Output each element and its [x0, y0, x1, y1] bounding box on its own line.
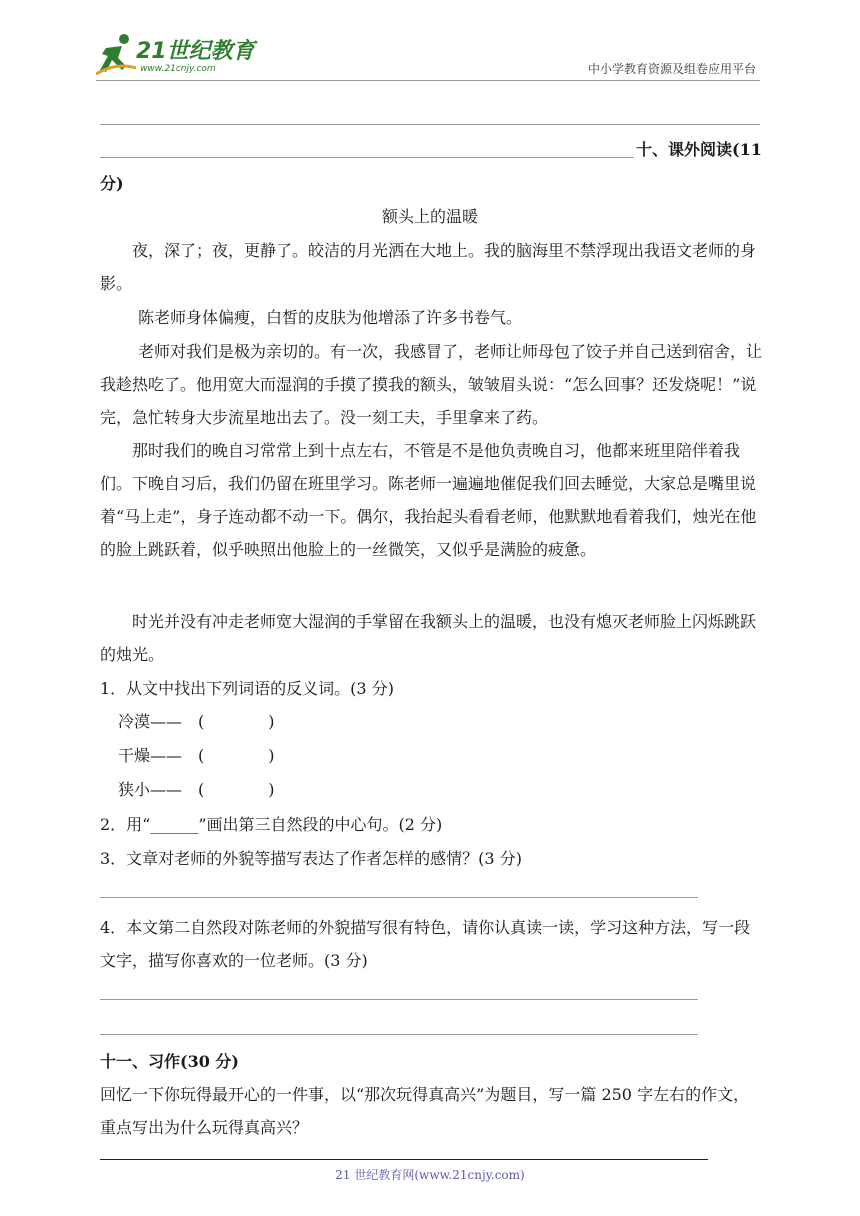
paragraph-2: 陈老师身体偏瘦，白皙的皮肤为他增添了许多书卷气。 [138, 308, 523, 327]
answer-line [100, 999, 698, 1000]
section-11-prompt: 回忆一下你玩得最开心的一件事，以“那次玩得真高兴”为题目，写一篇 250 字左右的作文，重点写出为什么玩得真高兴？ [100, 1085, 750, 1137]
section-10-title-cont: 分) [100, 174, 124, 193]
answer-line [100, 897, 698, 898]
header-divider [96, 80, 760, 81]
paragraph-5: 时光并没有冲走老师宽大湿润的手掌留在我额头上的温暖，也没有熄灭老师脸上闪烁跳跃的烛光。 [100, 612, 757, 664]
answer-line [100, 157, 634, 158]
paragraph-1: 夜，深了；夜，更静了。皎洁的月光洒在大地上。我的脑海里不禁浮现出我语文老师的身影。 [100, 241, 757, 293]
question-3: 3．文章对老师的外貌等描写表达了作者怎样的感情？(3 分) [100, 849, 522, 868]
logo-url: www.21cnjy.com [140, 64, 216, 74]
question-2: 2．用“______”画出第三自然段的中心句。(2 分) [100, 815, 443, 834]
footer-text: 21 世纪教育网(www.21cnjy.com) [335, 1168, 525, 1182]
runner-logo-icon [96, 32, 136, 76]
q1-item: 干燥—— ( ) [118, 746, 275, 765]
footer-divider [100, 1159, 708, 1160]
answer-line [100, 1034, 698, 1035]
paragraph-3: 老师对我们是极为亲切的。有一次，我感冒了，老师让师母包了饺子并自己送到宿舍，让我趁热吃了。他用宽大而湿润的手摸了摸我的额头，皱皱眉头说：“怎么回事？还发烧呢！”说完，急忙转身大步流星地出去了。没一刻工夫，手里拿来了药。 [100, 342, 763, 427]
platform-name: 中小学教育资源及组卷应用平台 [587, 62, 756, 76]
q1-item: 狭小—— ( ) [118, 780, 275, 799]
question-4: 4．本文第二自然段对陈老师的外貌描写很有特色，请你认真读一读，学习这种方法，写一段文字，描写你喜欢的一位老师。(3 分) [100, 918, 751, 970]
section-10-title: 十、课外阅读(11 [636, 140, 762, 159]
q1-item: 冷漠—— ( ) [118, 712, 275, 731]
logo-text: 21世纪教育 [136, 39, 255, 64]
site-logo [96, 32, 266, 78]
section-11-title: 十一、习作(30 分) [100, 1052, 239, 1071]
paragraph-4: 那时我们的晚自习常常上到十点左右，不管是不是他负责晚自习，他都来班里陪伴着我们。下晚自习后，我们仍留在班里学习。陈老师一遍遍地催促我们回去睡觉，大家总是嘴里说着“马上走”，身子连动都不动一下。偶尔，我抬起头看看老师，他默默地看着我们，烛光在他的脸上跳跃着，似乎映照出他脸上的一丝微笑，又似乎是满脸的疲惫。 [100, 441, 757, 559]
answer-line [100, 124, 760, 125]
page-header [0, 0, 860, 90]
story-title: 额头上的温暖 [381, 207, 478, 226]
question-1: 1．从文中找出下列词语的反义词。(3 分) [100, 679, 394, 698]
